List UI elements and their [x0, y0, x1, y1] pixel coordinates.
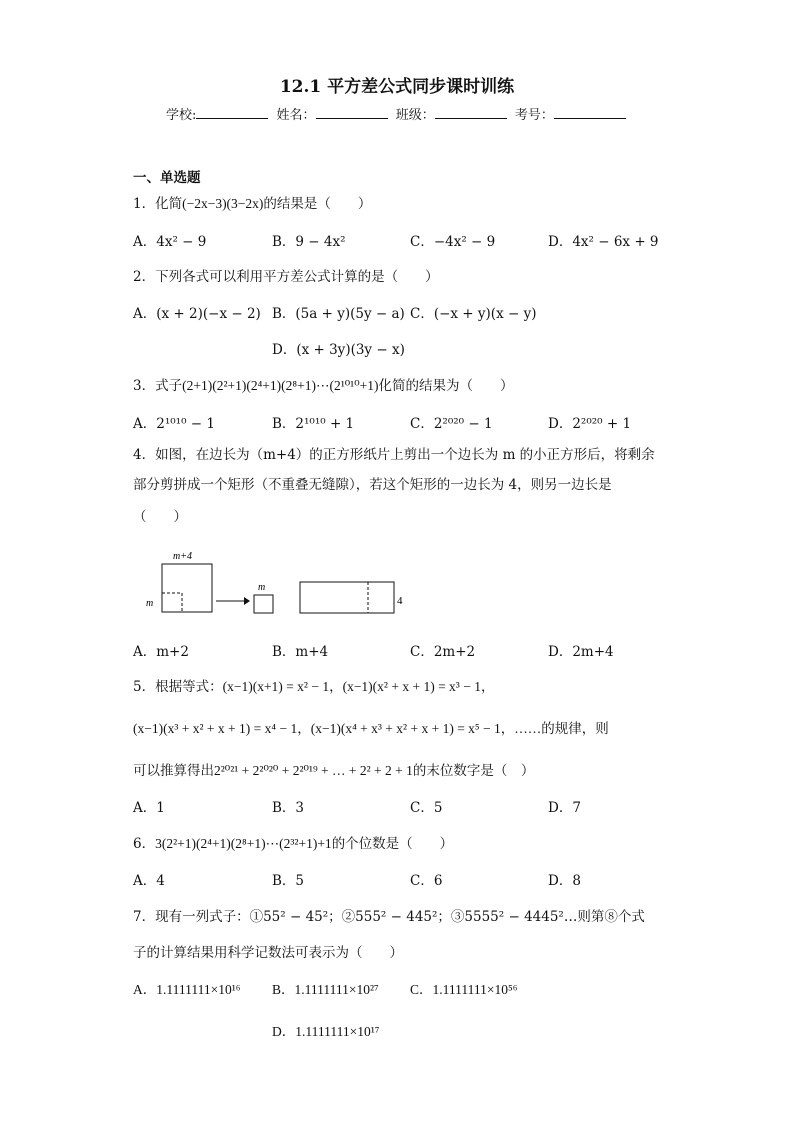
question-6-stem [133, 832, 453, 852]
exam-no-blank[interactable] [554, 106, 626, 119]
q3-option-b[interactable]: B．2¹⁰¹⁰ + 1 [272, 416, 355, 432]
q4-figure [140, 545, 420, 625]
q6-stem-pre: 6． [133, 836, 156, 852]
q5-line3-pre: 可以推算得出 [133, 763, 214, 779]
q7-option-a[interactable]: A．1.1111111×10¹⁶ [133, 982, 241, 997]
q4-option-b[interactable]: B．m+4 [272, 644, 329, 660]
q1-stem-post: 的结果是（ ） [263, 196, 372, 212]
q4-option-a[interactable]: A．m+2 [133, 644, 189, 660]
question-4-line-1: 4．如图，在边长为（m+4）的正方形纸片上剪出一个边长为 m 的小正方形后，将剩余 [133, 447, 655, 463]
fig-big-square [162, 564, 212, 612]
q2-option-d[interactable]: D．(x + 3y)(3y − x) [272, 342, 405, 358]
q7-option-d[interactable]: D．1.1111111×10¹⁷ [272, 1024, 380, 1039]
q1-option-d[interactable]: D．4x² − 6x + 9 [548, 234, 659, 250]
q6-option-c[interactable]: C．6 [410, 873, 443, 889]
question-5-line-2 [133, 717, 609, 737]
question-4-line-2: 部分剪拼成一个矩形（不重叠无缝隙），若这个矩形的一边长为 4，则另一边长是 [133, 477, 612, 493]
q5-option-c[interactable]: C．5 [410, 800, 443, 816]
q6-option-d[interactable]: D．8 [548, 873, 581, 889]
q4-option-c[interactable]: C．2m+2 [410, 644, 476, 660]
school-label: 学校: [166, 108, 197, 123]
page-title: 12.1 平方差公式同步课时训练 [279, 77, 515, 97]
q4-option-d[interactable]: D．2m+4 [548, 644, 614, 660]
q6-stem-post: 的个位数是（ ） [331, 836, 454, 852]
question-1-stem [133, 192, 371, 212]
q3-option-d[interactable]: D．2²⁰²⁰ + 1 [548, 416, 632, 432]
student-info-line [166, 104, 630, 123]
q5-line3-post: 的末位数字是（ ） [412, 763, 535, 779]
q3-stem-pre: 3．式子 [133, 378, 183, 394]
class-label: 班级： [395, 108, 435, 123]
fig-arrow-head [244, 597, 250, 605]
fig-label-small: m [258, 582, 266, 593]
q5-line2-post: 的规律，则 [541, 721, 609, 737]
name-label: 姓名： [276, 108, 316, 123]
fig-label-rect: 4 [397, 595, 403, 607]
q3-expression: (2+1)(2²+1)(2⁴+1)(2⁸+1)⋯(2¹⁰¹⁰+1) [182, 378, 379, 393]
class-blank[interactable] [435, 106, 507, 119]
question-7-line-2: 子的计算结果用科学记数法可表示为（ ） [133, 945, 403, 961]
q3-option-a[interactable]: A．2¹⁰¹⁰ − 1 [133, 416, 215, 432]
q1-option-c[interactable]: C．−4x² − 9 [410, 234, 496, 250]
q6-expression: 3(2²+1)(2⁴+1)(2⁸+1)⋯(2³²+1)+1 [155, 836, 332, 851]
q1-stem-pre: 1．化简 [133, 196, 183, 212]
q1-option-b[interactable]: B．9 − 4x² [272, 234, 346, 250]
q6-option-a[interactable]: A．4 [133, 873, 165, 889]
q5-option-a[interactable]: A．1 [133, 800, 165, 816]
question-5-line-1 [133, 675, 494, 695]
q2-option-b[interactable]: B．(5a + y)(5y − a) [272, 306, 405, 322]
q6-option-b[interactable]: B．5 [272, 873, 305, 889]
q5-line3-expression: 2²⁰²¹ + 2²⁰²⁰ + 2²⁰¹⁹ + … + 2² + 2 + 1 [214, 763, 413, 778]
school-blank[interactable] [196, 106, 268, 119]
q5-option-b[interactable]: B．3 [272, 800, 305, 816]
q2-option-c[interactable]: C．(−x + y)(x − y) [410, 306, 537, 322]
question-7-line-1: 7．现有一列式子：①55² − 45²；②555² − 445²；③5555² − 4445²…则第⑧个式 [133, 909, 645, 925]
q7-option-c[interactable]: C．1.1111111×10⁵⁶ [410, 982, 518, 997]
q1-option-a[interactable]: A．4x² − 9 [133, 234, 207, 250]
fig-small-square [254, 595, 273, 613]
q3-option-c[interactable]: C．2²⁰²⁰ − 1 [410, 416, 493, 432]
q2-option-a[interactable]: A．(x + 2)(−x − 2) [133, 306, 261, 322]
question-3-stem [133, 374, 514, 394]
exam-no-label: 考号： [514, 108, 554, 123]
q1-expression: (−2x−3)(3−2x) [182, 196, 264, 211]
fig-label-side: m [146, 598, 154, 609]
fig-rectangle [300, 582, 394, 613]
fig-label-big: m+4 [173, 551, 192, 562]
question-4-line-3: （ ） [133, 509, 187, 525]
section-heading: 一、单选题 [133, 170, 201, 186]
question-5-line-3 [133, 759, 534, 779]
q5-line1-pre: 5．根据等式： [133, 679, 223, 695]
q5-line1-expression: (x−1)(x+1) = x² − 1，(x−1)(x² + x + 1) = x³ − 1， [222, 679, 495, 694]
q7-option-b[interactable]: B．1.1111111×10²⁷ [272, 982, 379, 997]
q3-stem-post: 化简的结果为（ ） [378, 378, 514, 394]
name-blank[interactable] [316, 106, 388, 119]
question-2-stem: 2．下列各式可以利用平方差公式计算的是（ ） [133, 269, 439, 285]
q5-option-d[interactable]: D．7 [548, 800, 581, 816]
q5-line2-expression: (x−1)(x³ + x² + x + 1) = x⁴ − 1，(x−1)(x⁴ + x³ + x² + x + 1) = x⁵ − 1，…… [133, 721, 542, 736]
